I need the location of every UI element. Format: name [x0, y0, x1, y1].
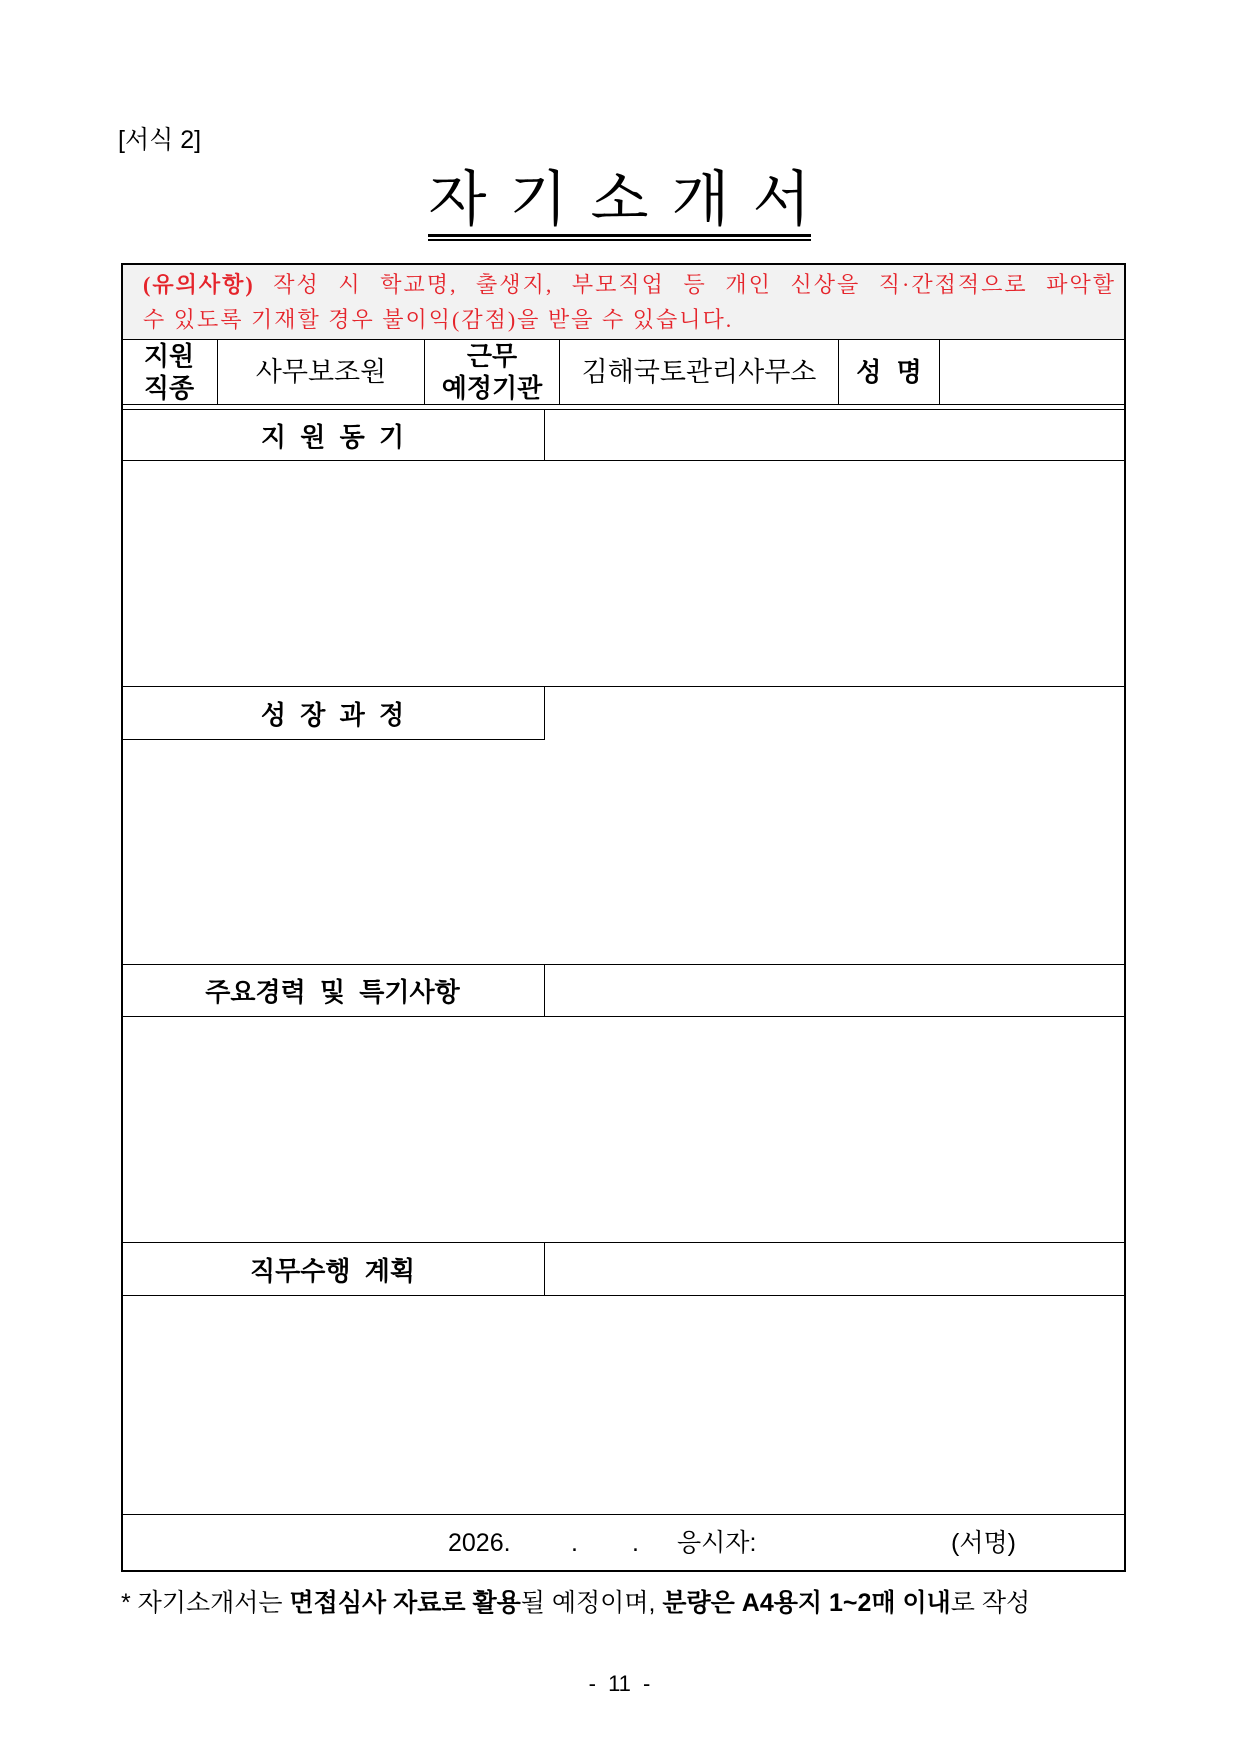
workplace-label-line-2: 예정기관: [441, 373, 543, 403]
signature-year: 2026.: [448, 1529, 511, 1557]
job-type-value-cell: [218, 340, 425, 404]
workplace-value: 김해국토관리사무소: [581, 356, 817, 387]
document-title: [0, 165, 1239, 237]
section-header-blank: [545, 687, 1126, 740]
footnote-part-4-bold: 분량은 A4용지 1~2매 이내: [662, 1589, 951, 1617]
signature-month-dot: .: [571, 1529, 578, 1557]
name-label-cell: [839, 340, 940, 404]
name-label: 성 명: [856, 357, 922, 387]
footnote-part-1: * 자기소개서는: [121, 1589, 290, 1617]
section-header-blank: [545, 1243, 1126, 1295]
section-heading-job-plan: 직무수행 계획: [121, 1243, 545, 1295]
job-type-value: 사무보조원: [255, 356, 387, 387]
job-type-label-line-2: 직종: [143, 373, 195, 403]
section-header-growth: [121, 686, 1126, 740]
footnote-part-3: 될 예정이며,: [520, 1589, 663, 1617]
notice-line-1: [143, 267, 1116, 302]
title-text: 자 기 소 개 서: [428, 165, 811, 235]
notice-box: [121, 263, 1126, 339]
section-header-career: [121, 964, 1126, 1017]
page-number: - 11 -: [588, 1671, 651, 1696]
footnote-part-5: 로 작성: [950, 1589, 1031, 1617]
signature-applicant-label: 응시자:: [677, 1529, 757, 1557]
section-body-job-plan: [121, 1296, 1126, 1514]
section-header-motivation: [121, 409, 1126, 461]
notice-text-1: 작성 시 학교명, 출생지, 부모직업 등 개인 신상을 직·간접적으로 파악할: [273, 272, 1116, 297]
workplace-label-cell: [425, 340, 560, 404]
job-type-label-line-1: 지원: [143, 341, 195, 371]
signature-row: [121, 1514, 1126, 1572]
footnote: [121, 1586, 1030, 1620]
section-header-blank: [545, 965, 1126, 1016]
self-introduction-form-table: [121, 263, 1126, 1572]
applicant-info-row: [121, 339, 1126, 405]
notice-line-2: [143, 302, 1116, 337]
section-heading-career: 주요경력 및 특기사항: [121, 965, 545, 1016]
workplace-value-cell: [560, 340, 839, 404]
section-body-career: [121, 1017, 1126, 1242]
section-body-growth: [121, 740, 1126, 964]
title-box: [428, 165, 811, 237]
section-header-blank: [545, 410, 1126, 460]
title-double-underline: [428, 239, 810, 241]
name-value-cell: [940, 340, 1126, 404]
section-heading-growth: 성 장 과 정: [121, 687, 545, 740]
workplace-label-line-1: 근무: [466, 341, 518, 371]
job-type-label-cell: [121, 340, 218, 404]
section-body-motivation: [121, 461, 1126, 686]
signature-sign-label: (서명): [951, 1529, 1016, 1557]
section-heading-motivation: 지 원 동 기: [121, 410, 545, 460]
form-number-label: [서식 2]: [118, 126, 202, 154]
section-header-job-plan: [121, 1242, 1126, 1296]
signature-day-dot: .: [632, 1529, 639, 1557]
footnote-part-2-bold: 면접심사 자료로 활용: [289, 1589, 521, 1617]
notice-text-2: 수 있도록 기재할 경우 불이익(감점)을 받을 수 있습니다.: [143, 307, 734, 332]
notice-label: (유의사항): [143, 272, 255, 297]
